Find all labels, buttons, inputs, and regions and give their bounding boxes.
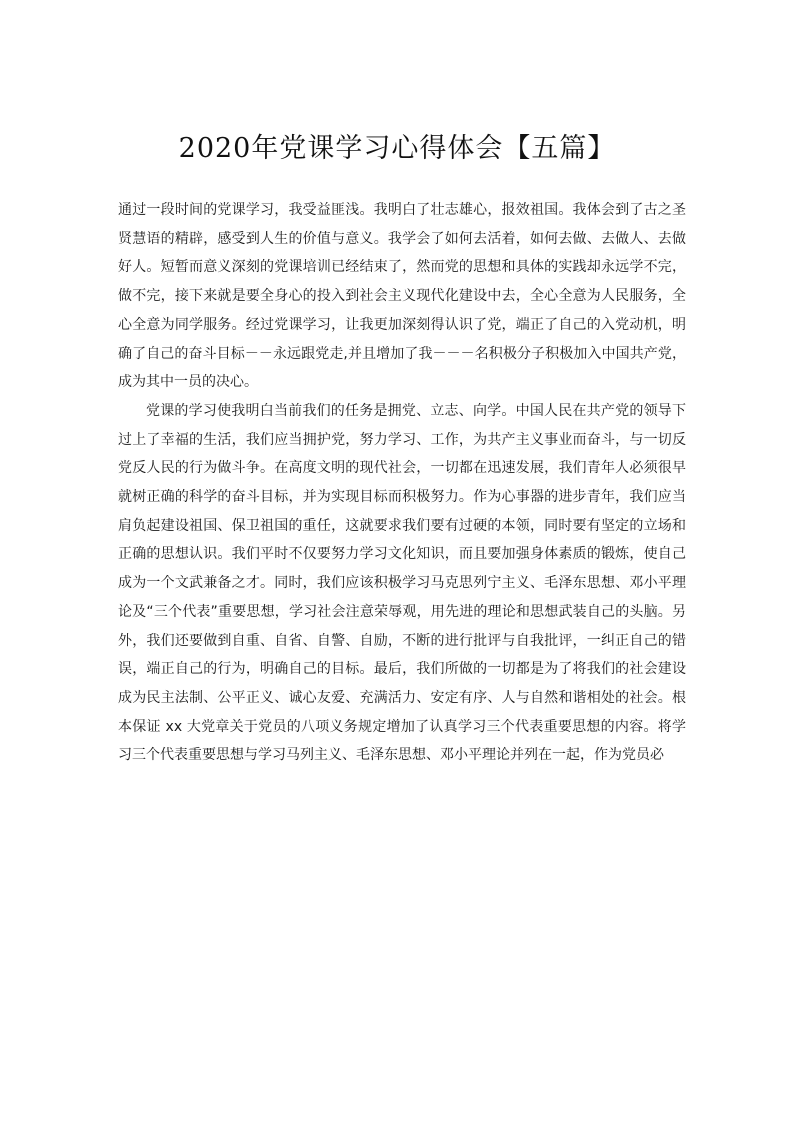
paragraph-1: 通过一段时间的党课学习，我受益匪浅。我明白了壮志雄心，报效祖国。我体会到了古之圣贤慧语的精辟，感受到人生的价值与意义。我学会了如何去活着，如何去做、去做人、去做好人。短暂而意义深刻的党课培训已经结束了，然而党的思想和具体的实践却永远学不完，做不完，接下来就是要全身心的投入到社会主义现代化建设中去，全心全意为人民服务，全心全意为同学服务。经过党课学习，让我更加深刻得认识了党，端正了自己的入党动机，明确了自己的奋斗目标－－永远跟党走,并且增加了我－－－名积极分子积极加入中国共产党，成为其中一员的决心。 (118, 202, 686, 391)
document-body (118, 196, 686, 770)
document-title: 2020年党课学习心得体会【五篇】 (178, 133, 616, 164)
paragraph-2: 党课的学习使我明白当前我们的任务是拥党、立志、向学。中国人民在共产党的领导下过上了幸福的生活，我们应当拥护党，努力学习、工作，为共产主义事业而奋斗，与一切反党反人民的行为做斗争。在高度文明的现代社会，一切都在迅速发展，我们青年人必须很早就树正确的科学的奋斗目标，并为实现目标而积极努力。作为心事器的进步青年，我们应当肩负起建设祖国、保卫祖国的重任，这就要求我们要有过硬的本领，同时要有坚定的立场和正确的思想认识。我们平时不仅要努力学习文化知识，而且要加强身体素质的锻炼，使自己成为一个文武兼备之才。同时，我们应该积极学习马克思列宁主义、毛泽东思想、邓小平理论及“三个代表”重要思想，学习社会注意荣辱观，用先进的理论和思想武装自己的头脑。另外，我们还要做到自重、自省、自警、自励，不断的进行批评与自我批评，一纠正自己的错误，端正自己的行为，明确自己的目标。最后，我们所做的一切都是为了将我们的社会建设成为民主法制、公平正义、诚心友爱、充满活力、安定有序、人与自然和谐相处的社会。根本保证 xx 大党章关于党员的八项义务规定增加了认真学习三个代表重要思想的内容。将学习三个代表重要思想与学习马列主义、毛泽东思想、邓小平理论并列在一起，作为党员必 (118, 402, 686, 764)
